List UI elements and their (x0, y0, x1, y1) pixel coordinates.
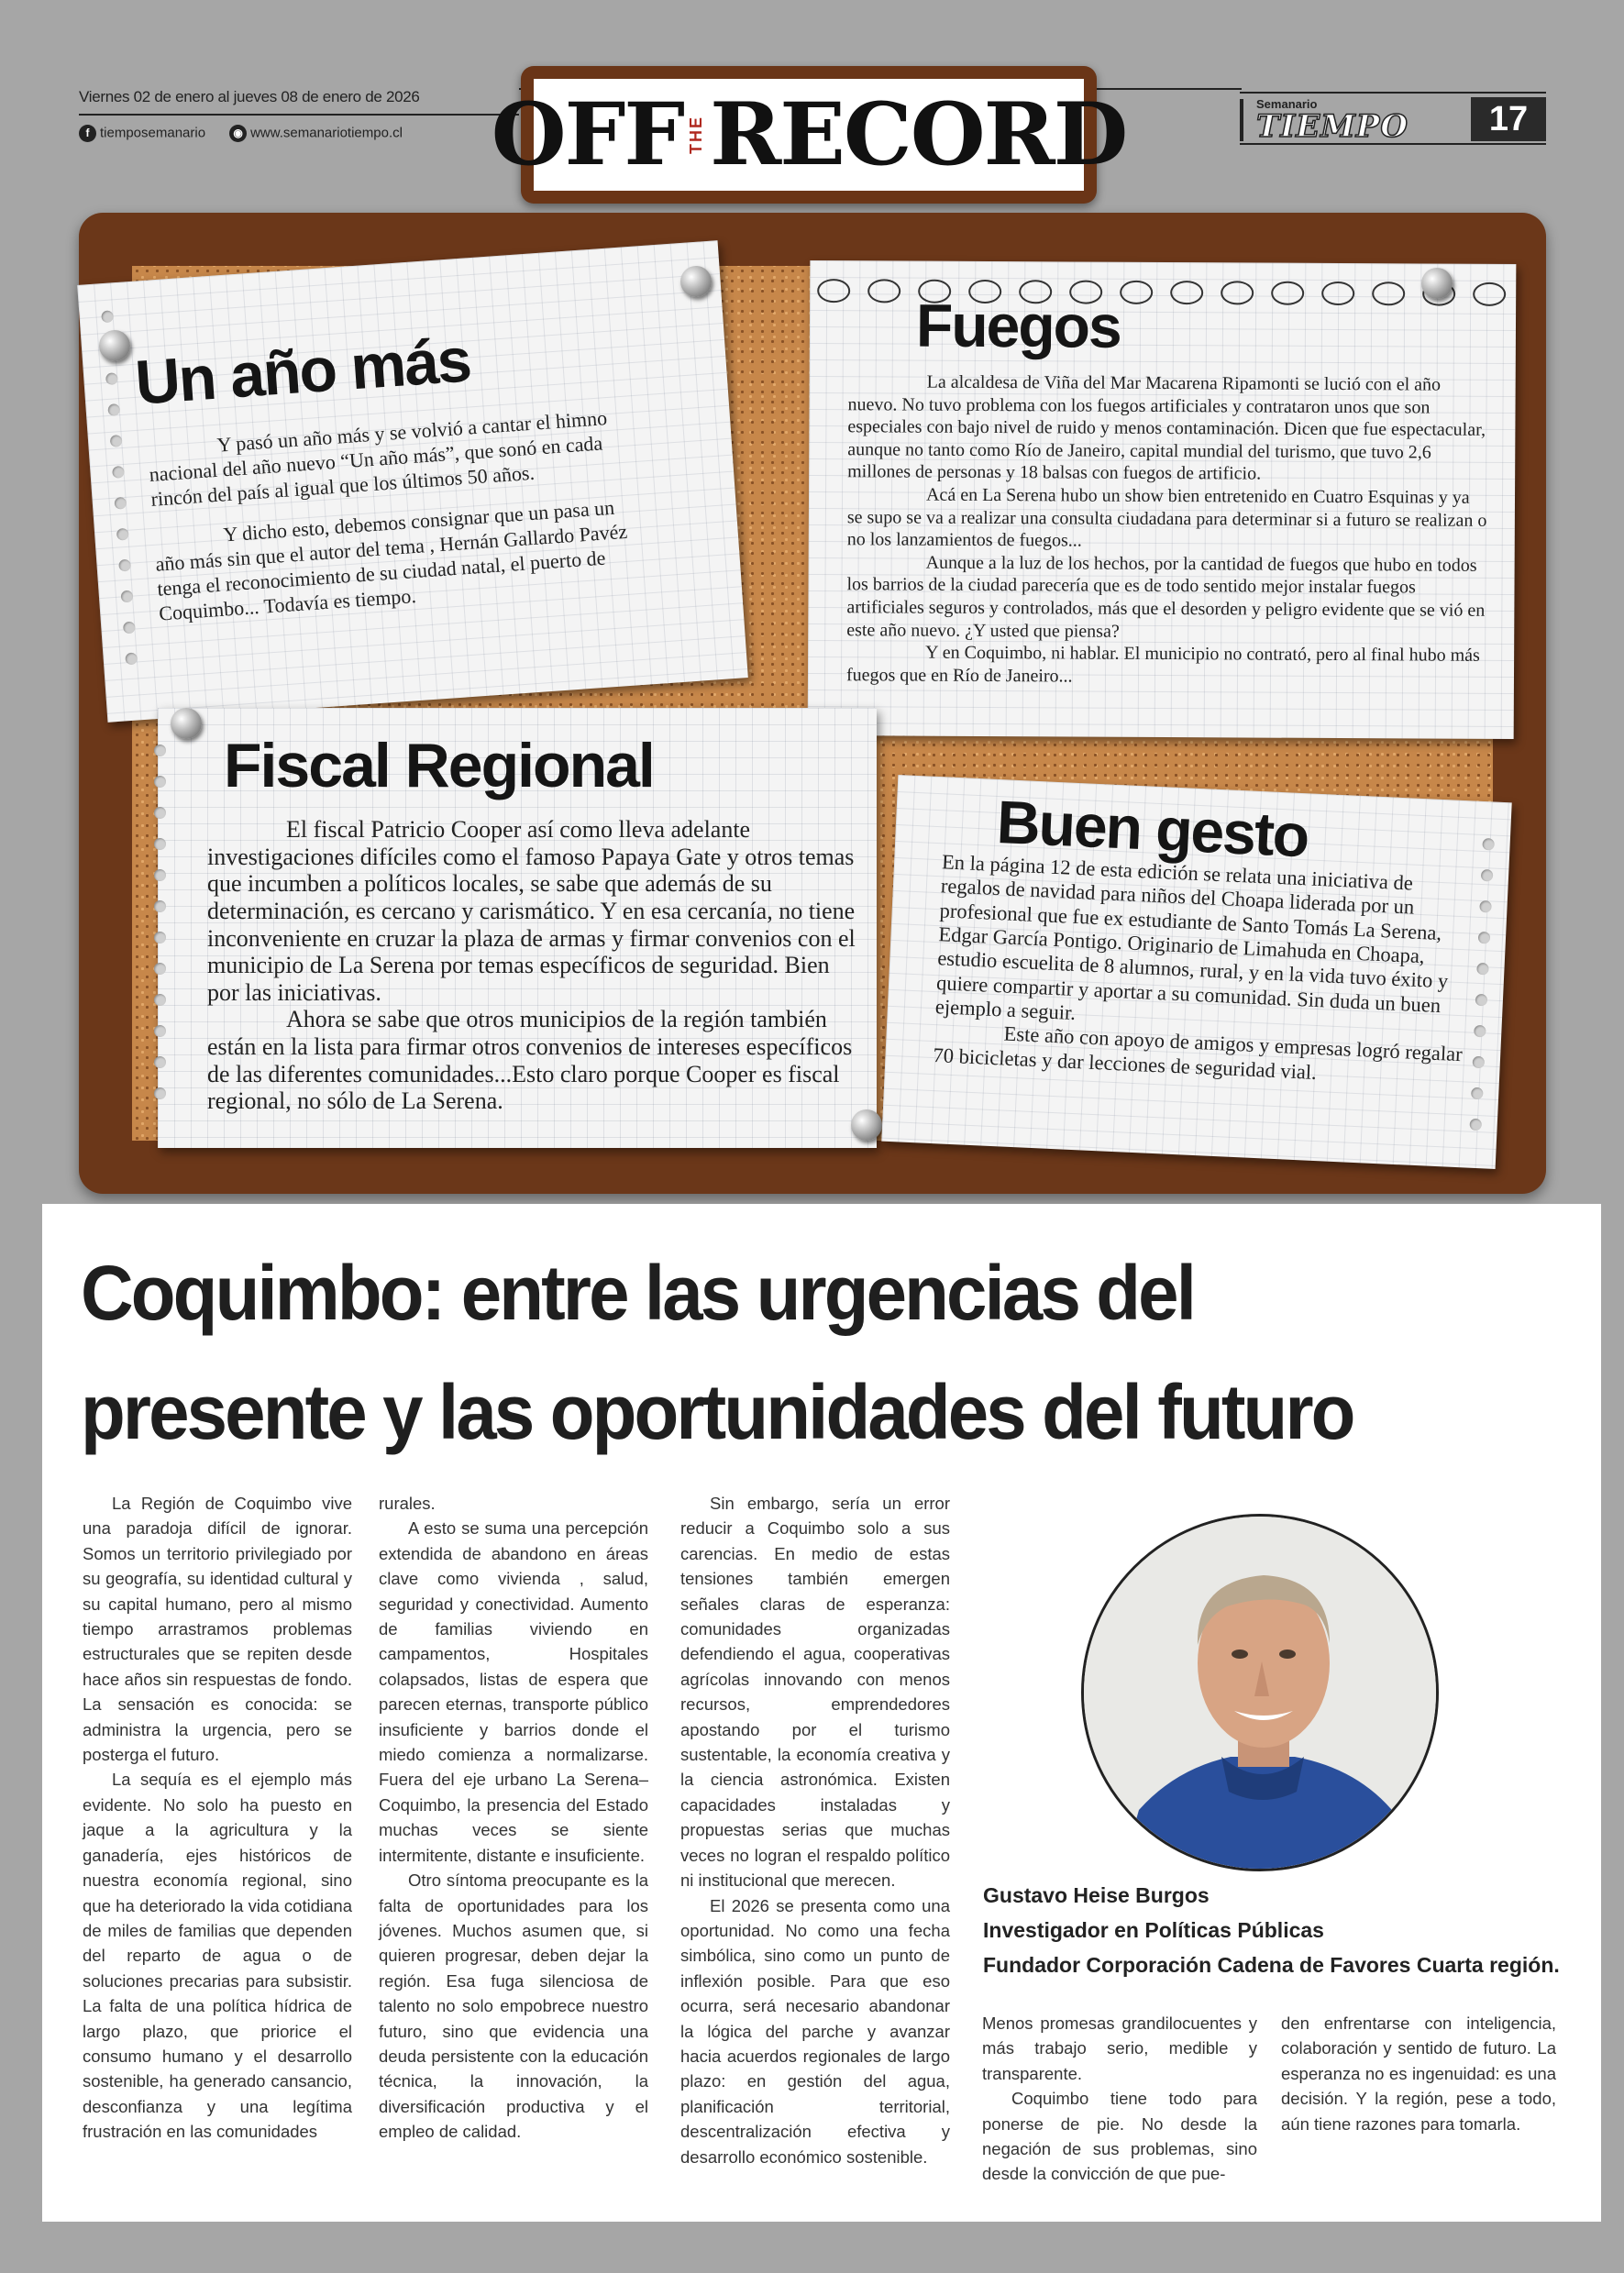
globe-icon: ◉ (229, 125, 247, 142)
binder-holes (101, 310, 138, 665)
facebook-icon: f (79, 125, 96, 142)
page-number: 17 (1471, 97, 1546, 141)
pushpin-icon (680, 266, 712, 297)
paragraph: En la página 12 de esta edición se relata una iniciativa de regalos de navidad para niños del Choapa liderada por un profesional que fue ex estudiante de Santo Tomás La Serena, Edgar García Pontigo. Originario de Limahuda en Choapa, estudio escuelita de 8 alumnos, rural, y en la vida tuvo éxito y quiere compartir y aportar a su comunidad. Sin duda un buen ejemplo a seguir. (934, 850, 1449, 1024)
author-portrait-icon (1084, 1517, 1439, 1871)
note-un-ano-mas (77, 240, 748, 723)
pushpin-icon (851, 1109, 882, 1141)
website-url: www.semanariotiempo.cl (250, 125, 403, 141)
note-title: Fuegos (915, 291, 1121, 360)
masthead-left (79, 88, 519, 142)
paragraph: Acá en La Serena hubo un show bien entretenido en Cuatro Esquinas y ya se supo se va a realizar una consulta ciudadana para determinar si a futuro se realizan o no los lanzamientos de fuegos... (846, 484, 1487, 551)
paragraph: Ahora se sabe que otros municipios de la región también están en la lista para firmar otros convenios de intereses específicos de las diferentes comunidades...Esto claro porque Cooper es fiscal regional, no sólo de La Serena. (207, 1006, 853, 1115)
article-column-3 (680, 1491, 950, 2169)
paragraph: La alcaldesa de Viña del Mar Macarena Ripamonti se lució con el año nuevo. No tuvo problema con los fuegos artificiales y contrataron unos que son especiales con bajo nivel de ruido y menos contaminación. Dicen que fue espectacular, aunque no tanto como Río de Janeiro, capital mundial del turismo, que tuvo 2,6 millones de personas y 18 balsas con fuegos de artificio. (847, 371, 1486, 484)
paragraph: La sequía es el ejemplo más evidente. No solo ha puesto en jaque a la agricultura y la ganadería, ejes históricos de nuestra economía regional, sino que ha deteriorado la vida cotidiana de miles de familias que dependen del reparto de agua o de soluciones precarias para subsistir. La falta de una política hídrica de largo plazo, que priorice el consumo humano y el desarrollo sostenible, ha generado cansancio, desconfianza y una legítima frustración en las comunidades (83, 1770, 352, 2142)
paragraph: A esto se suma una percepción extendida de abandono en áreas clave como vivienda , salud, seguridad y conectividad. Aumento de familias viviendo en campamentos, Hospitales colapsados, listas de espera que parecen eternas, transporte público insuficiente y barrios donde el miedo comienza a normalizarse. Fuera del eje urbano La Serena–Coquimbo, la presencia del Estado muchas veces se siente intermitente, distante e insuficiente. (379, 1518, 648, 1865)
article-column-4 (982, 2011, 1257, 2187)
note-buen-gesto (881, 775, 1511, 1169)
article-column-2 (379, 1491, 648, 2145)
pushpin-icon (171, 708, 202, 739)
pushpin-icon (1421, 268, 1453, 299)
paragraph: Aunque a la luz de los hechos, por la cantidad de fuegos que hubo en todos los barrios de la ciudad parecería que es de todo sentido mejor instalar fuegos artificiales seguros y controlados, más que el desorden y peligro evidente que se vió en este año nuevo. ¿Y usted que piensa? (846, 552, 1486, 642)
paragraph: rurales. (379, 1494, 436, 1513)
paragraph: Y pasó un año más y se volvió a cantar el himno nacional del año nuevo “Un año más”, que sonó en cada rincón del país al igual que los últimos 50 años. (148, 406, 608, 511)
paragraph: La Región de Coquimbo vive una paradoja difícil de ignorar. Somos un territorio privilegiado por su geografía, su identidad cultural y su capital humano, pero al mismo tiempo arrastramos problemas estructurales que se repiten desde hace años sin respuestas de fondo. La sensación es conocida: se administra la urgencia, pero se posterga el futuro. (83, 1494, 352, 1765)
author-role: Fundador Corporación Cadena de Favores Cuarta región. (983, 1953, 1560, 1977)
author-name: Gustavo Heise Burgos (983, 1883, 1210, 1907)
paragraph: Otro síntoma preocupante es la falta de oportunidades para los jóvenes. Muchos asumen que, si quieren progresar, deben dejar la región. Esa fuga silenciosa de talento no solo empobrece nuestro futuro, sino que evidencia una deuda persistente con la educación técnica, la innovación, la diversificación productiva y el empleo de calidad. (379, 1870, 648, 2142)
article-column-5 (1281, 2011, 1556, 2136)
note-title: Un año más (133, 325, 472, 418)
paragraph: den enfrentarse con inteligencia, colaboración y sentido de futuro. La esperanza no es ingenuidad: es una decisión. Y la región, pese a todo, aún tiene razones para tomarla. (1281, 2014, 1556, 2134)
author-credit (983, 1878, 1560, 1982)
publication-prefix: Semanario (1256, 97, 1318, 111)
opinion-article (42, 1204, 1601, 2222)
social-handle: tiemposemanario (100, 125, 206, 141)
paragraph: El fiscal Patricio Cooper así como lleva adelante investigaciones difíciles como el famoso Papaya Gate y otros temas que incumben a políticos locales, se sabe que además de su determinación, es cercano y carismático. Y en esa cercanía, no tiene inconveniente en cruzar la plaza de armas y firmar convenios con el municipio de La Serena por temas específicos de seguridad. Bien por las iniciativas. (207, 816, 856, 1006)
pushpin-icon (99, 330, 130, 361)
website-link[interactable] (229, 125, 403, 142)
note-fuegos (808, 260, 1517, 739)
author-photo (1081, 1514, 1439, 1871)
facebook-link[interactable] (79, 125, 205, 142)
logo-off: OFF (491, 84, 684, 185)
note-title: Buen gesto (995, 787, 1309, 870)
paragraph: Este año con apoyo de amigos y empresas logró regalar 70 bicicletas y dar lecciones de seguridad vial. (933, 1021, 1464, 1084)
note-title: Fiscal Regional (224, 731, 654, 800)
edition-date: Viernes 02 de enero al jueves 08 de enero de 2026 (79, 88, 519, 116)
binder-holes (154, 745, 166, 1099)
paragraph: Coquimbo tiene todo para ponerse de pie. No desde la negación de sus problemas, sino desde la convicción de que pue- (982, 2089, 1257, 2184)
logo-record: RECORD (710, 84, 1127, 185)
paragraph: Menos promesas grandilocuentes y más trabajo serio, medible y transparente. (982, 2014, 1257, 2083)
section-logo (491, 66, 1127, 204)
logo-the: THE (687, 116, 706, 154)
masthead-right (1240, 92, 1546, 145)
note-body (207, 816, 858, 1115)
author-role: Investigador en Políticas Públicas (983, 1918, 1324, 1942)
note-fiscal-regional (158, 708, 877, 1148)
paragraph: Sin embargo, sería un error reducir a Coquimbo solo a sus carencias. En medio de estas tensiones también emergen señales claras de esperanza: comunidades organizadas defendiendo el agua, cooperativas agrícolas innovando con menos recursos, emprendedores apostando por el turismo sustentable, la economía creativa y la ciencia astronómica. Existen capacidades instaladas y propuestas serias que muchas veces no logran el respaldo político ni institucional que merecen. (680, 1494, 950, 1891)
article-title: Coquimbo: entre las urgencias del presente y las oportunidades del futuro (81, 1250, 1353, 1455)
publication-name: TIEMPO (1256, 108, 1409, 145)
paragraph: El 2026 se presenta como una oportunidad. No como una fecha simbólica, sino como un punto de inflexión posible. Para que eso ocurra, será necesario abandonar la lógica del parche y avanzar hacia acuerdos regionales de largo plazo: en gestión del agua, planificación territorial, descentralización efectiva y desarrollo económico sostenible. (680, 1895, 950, 2167)
note-body (933, 850, 1474, 1091)
note-body (147, 404, 646, 643)
article-column-1 (83, 1491, 352, 2145)
paragraph: Y en Coquimbo, ni hablar. El municipio no contrató, pero al final hubo más fuegos que en Río de Janeiro... (845, 642, 1480, 687)
divider (1240, 99, 1243, 141)
paragraph: Y dicho esto, debemos consignar que un pasa un año más sin que el autor del tema , Hernán Gallardo Pavéz tenga el reconocimiento de su ciudad natal, el puerto de Coquimbo... Todavía es tiempo. (154, 496, 628, 625)
note-body (846, 370, 1490, 690)
